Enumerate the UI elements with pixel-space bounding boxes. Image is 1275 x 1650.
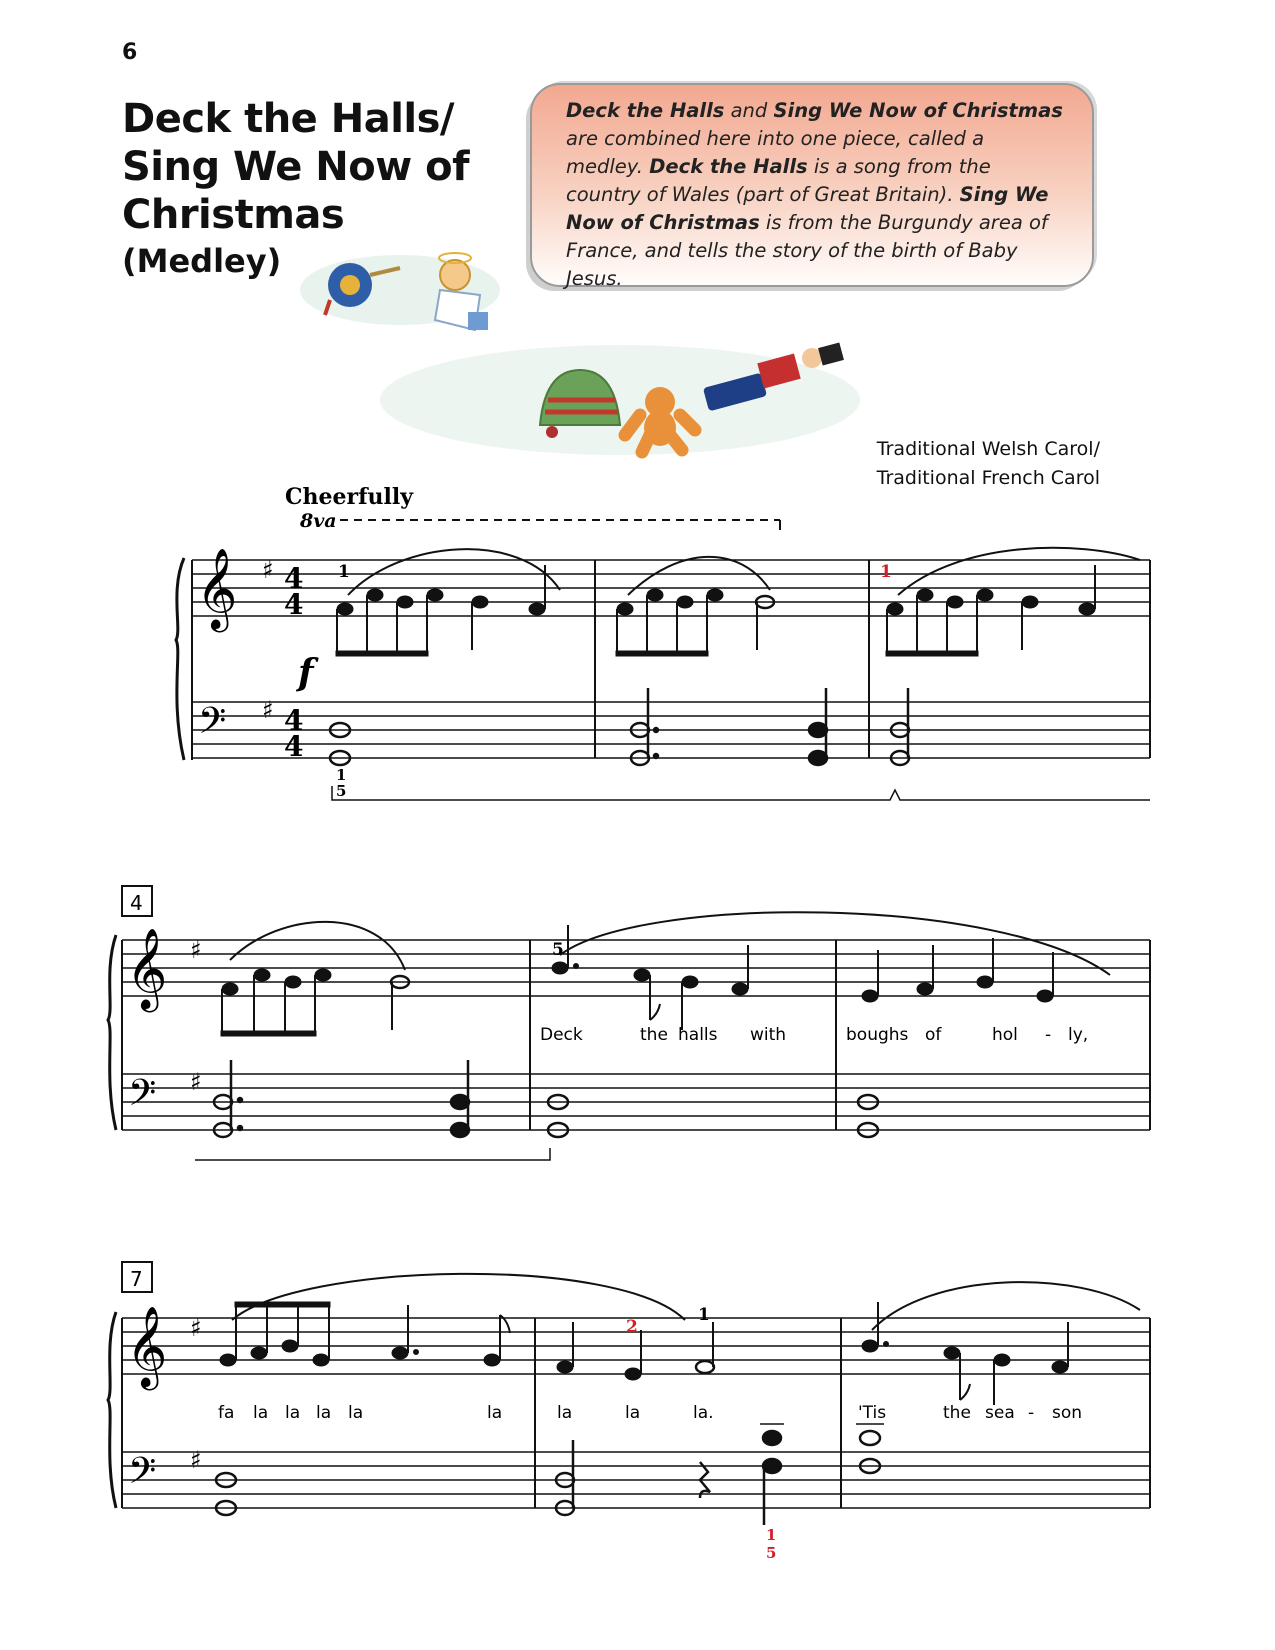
notes-measure-9 [862, 1302, 1068, 1405]
ornaments-illustration [290, 240, 870, 470]
info-text-3: is a song from the country of Wales (part of Great Britain). [566, 155, 991, 206]
lyric: ly, [1068, 1025, 1089, 1045]
notes-measure-2 [616, 589, 774, 656]
bass-notes-system-3 [216, 1424, 884, 1525]
fingering: 5 [552, 940, 564, 960]
notes-measure-5 [552, 925, 748, 1030]
ottava-marking: 8va [300, 510, 337, 532]
brace [108, 1312, 116, 1508]
time-signature-bottom: 4 [284, 588, 304, 621]
lyric: of [925, 1025, 942, 1045]
fingering-red: 2 [626, 1317, 638, 1337]
key-signature-sharp-icon: ♯ [190, 1446, 202, 1474]
fingering: 1 [336, 766, 347, 784]
lyric: 'Tis [858, 1403, 887, 1423]
notes-measure-7 [220, 1302, 510, 1366]
lyric: the [640, 1025, 668, 1045]
key-signature-sharp-icon: ♯ [190, 1068, 202, 1096]
info-bold-2: Sing We Now of Christmas [773, 99, 1063, 122]
measure-number-box [122, 1262, 152, 1292]
fingering-red: 1 [880, 562, 892, 582]
fingering-red: 5 [766, 1544, 777, 1562]
fingering: 1 [698, 1305, 710, 1325]
title-line-3: Christmas [122, 192, 345, 238]
lyric: son [1052, 1403, 1083, 1423]
notes-measure-6 [862, 938, 1053, 1002]
time-signature-top: 4 [284, 562, 304, 595]
fingering-red: 1 [766, 1526, 777, 1544]
position-bracket [195, 1148, 550, 1160]
system-3 [108, 1262, 1150, 1562]
treble-clef-icon: 𝄞 [126, 927, 168, 1009]
system-1 [176, 484, 1150, 800]
lyrics-row-2 [540, 1025, 1088, 1045]
fingering: 1 [338, 562, 350, 582]
lyric: sea [985, 1403, 1015, 1423]
bass-clef-icon: 𝄢 [128, 1072, 157, 1123]
lyric: hol [992, 1025, 1018, 1045]
brace [108, 935, 116, 1130]
notes-measure-8 [557, 1322, 714, 1380]
lyric: - [1028, 1403, 1035, 1423]
info-bold-4: Sing We Now of Christmas [566, 183, 1049, 234]
time-signature-top: 4 [284, 704, 304, 737]
lyric: fa [218, 1403, 235, 1423]
dynamic-forte: f [298, 652, 314, 694]
tempo-marking: Cheerfully [285, 484, 414, 510]
lyric: la [253, 1403, 269, 1423]
lyric: la [348, 1403, 364, 1423]
bass-notes-system-1 [330, 688, 909, 765]
notes-measure-4 [221, 969, 409, 1036]
lyric: the [943, 1403, 971, 1423]
notes-measure-3 [886, 565, 1095, 656]
quarter-rest-icon [700, 1462, 710, 1498]
key-signature-sharp-icon: ♯ [262, 556, 274, 584]
lyric: with [750, 1025, 787, 1045]
lyric: halls [678, 1025, 718, 1045]
position-bracket [332, 786, 1150, 800]
info-text-1: and [724, 99, 774, 122]
page-number: 6 [122, 40, 138, 65]
measure-number: 4 [130, 891, 143, 915]
title-line-1: Deck the Halls/ [122, 96, 455, 142]
info-bold-3: Deck the Halls [649, 155, 808, 178]
fingering: 5 [336, 782, 347, 800]
lyric: la [285, 1403, 301, 1423]
title-line-2: Sing We Now of [122, 144, 470, 190]
key-signature-sharp-icon: ♯ [190, 1314, 202, 1342]
composer-line-2: Traditional French Carol [876, 467, 1100, 489]
page-title [122, 95, 502, 239]
info-text-2: are combined here into one piece, called a medley. [566, 127, 985, 178]
system-2 [108, 886, 1150, 1160]
brace [176, 558, 184, 760]
lyric: la [625, 1403, 641, 1423]
time-signature-bottom: 4 [284, 730, 304, 763]
treble-clef-icon: 𝄞 [126, 1305, 168, 1387]
key-signature-sharp-icon: ♯ [262, 696, 274, 724]
lyric: boughs [846, 1025, 909, 1045]
info-text-4: is from the Burgundy area of France, and tells the story of the birth of Baby Jesus. [566, 211, 1048, 290]
treble-clef-icon: 𝄞 [196, 547, 238, 629]
composer-line-1: Traditional Welsh Carol/ [876, 438, 1100, 460]
page-subtitle: (Medley) [122, 242, 282, 280]
lyrics-row-3 [218, 1403, 1082, 1423]
key-signature-sharp-icon: ♯ [190, 936, 202, 964]
bass-clef-icon: 𝄢 [128, 1450, 157, 1501]
notes-measure-1 [336, 565, 545, 656]
measure-number-box [122, 886, 152, 916]
lyric: - [1045, 1025, 1052, 1045]
composer-credit [860, 435, 1100, 493]
lyric: la [487, 1403, 503, 1423]
bass-notes-system-2 [214, 1060, 878, 1137]
lyric: la. [693, 1403, 714, 1423]
info-bold-1: Deck the Halls [566, 99, 725, 122]
lyric: la [316, 1403, 332, 1423]
lyric: la [557, 1403, 573, 1423]
lyric: Deck [540, 1025, 583, 1045]
bass-clef-icon: 𝄢 [198, 700, 227, 751]
measure-number: 7 [130, 1267, 143, 1291]
